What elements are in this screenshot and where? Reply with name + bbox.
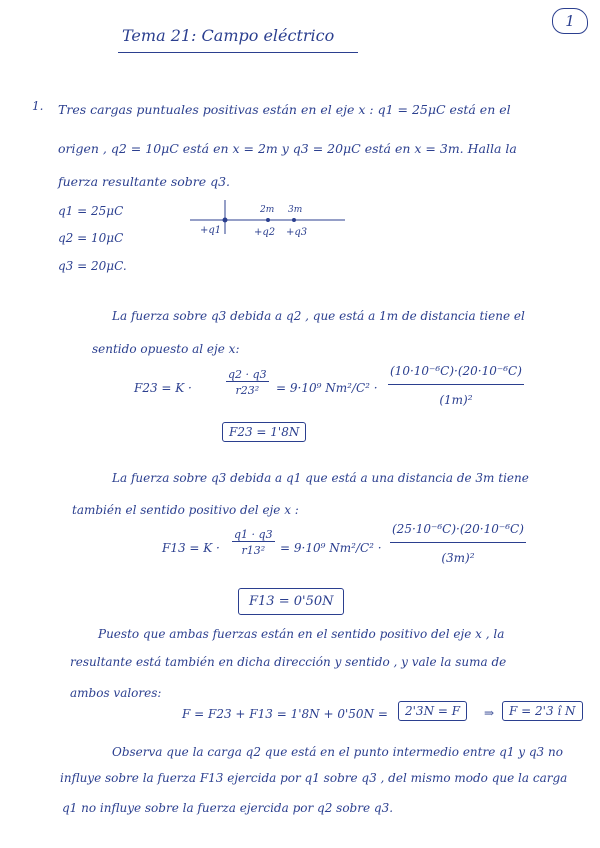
f23-constant: = 9·10⁹ Nm²/C² · bbox=[276, 381, 378, 395]
charge-q3-dot bbox=[292, 218, 296, 222]
f13-frac2-numerator: (25·10⁻⁶C)·(20·10⁻⁶C) bbox=[390, 522, 526, 543]
implies-arrow: ⇒ bbox=[484, 706, 495, 720]
conclusion-line-3: ambos valores: bbox=[70, 686, 162, 700]
charge-q2-dot bbox=[266, 218, 270, 222]
conclusion-line-2: resultante está también en dicha dirección y sentido , y vale la suma de bbox=[70, 655, 507, 669]
resultant-box-scalar: 2'3N = F bbox=[398, 701, 467, 721]
f13-fraction-charges bbox=[232, 528, 275, 557]
f23-result: F23 = 1'8N bbox=[222, 422, 306, 442]
statement-line-3: fuerza resultante sobre q3. bbox=[58, 174, 231, 189]
f13-lhs: F13 = K · bbox=[162, 541, 220, 555]
f13-result: F13 = 0'50N bbox=[238, 588, 344, 615]
resultant-equation: F = F23 + F13 = 1'8N + 0'50N = bbox=[182, 707, 388, 721]
f23-lhs: F23 = K · bbox=[134, 381, 192, 395]
f13-fraction-values bbox=[390, 522, 526, 565]
f23-fraction-charges bbox=[226, 368, 269, 397]
given-q1: q1 = 25μC bbox=[58, 204, 124, 218]
observation-line-3: q1 no influye sobre la fuerza ejercida por q2 sobre q3. bbox=[62, 801, 394, 815]
part2-intro-line-2: también el sentido positivo del eje x : bbox=[72, 503, 299, 517]
f13-frac2-denominator: (3m)² bbox=[441, 551, 475, 565]
given-q3: q3 = 20μC. bbox=[58, 259, 127, 273]
statement-line-1: Tres cargas puntuales positivas están en el eje x : q1 = 25μC está en el bbox=[58, 102, 511, 117]
conclusion-line-1: Puesto que ambas fuerzas están en el sentido positivo del eje x , la bbox=[98, 627, 505, 641]
diagram-label-q3: +q3 bbox=[286, 227, 308, 238]
f13-frac1-denominator: r13² bbox=[241, 544, 266, 557]
f23-frac1-denominator: r23² bbox=[235, 384, 260, 397]
f13-frac1-numerator: q1 · q3 bbox=[234, 528, 273, 541]
observation-line-1: Observa que la carga q2 que está en el punto intermedio entre q1 y q3 no bbox=[112, 745, 563, 759]
f23-frac2-denominator: (1m)² bbox=[439, 393, 473, 407]
charge-q1-dot bbox=[223, 218, 228, 223]
page-number: 1 bbox=[552, 8, 588, 34]
diagram-label-3m: 3m bbox=[288, 205, 303, 215]
resultant-box-vector: F = 2'3 î N bbox=[502, 701, 583, 721]
f23-frac1-numerator: q2 · q3 bbox=[228, 368, 267, 381]
diagram-label-q2: +q2 bbox=[254, 227, 276, 238]
part1-intro-line-1: La fuerza sobre q3 debida a q2 , que está a 1m de distancia tiene el bbox=[112, 309, 525, 323]
f23-fraction-values bbox=[388, 364, 524, 407]
statement-line-2: origen , q2 = 10μC está en x = 2m y q3 = 20μC está en x = 3m. Halla la bbox=[58, 141, 517, 156]
diagram-label-q1: +q1 bbox=[200, 225, 222, 236]
given-q2: q2 = 10μC bbox=[58, 231, 124, 245]
page-title: Tema 21: Campo eléctrico bbox=[122, 26, 335, 45]
problem-number: 1. bbox=[32, 99, 44, 113]
diagram-label-2m: 2m bbox=[260, 205, 275, 215]
observation-line-2: influye sobre la fuerza F13 ejercida por q1 sobre q3 , del mismo modo que la carga bbox=[60, 771, 568, 785]
f23-frac2-numerator: (10·10⁻⁶C)·(20·10⁻⁶C) bbox=[388, 364, 524, 385]
part2-intro-line-1: La fuerza sobre q3 debida a q1 que está a una distancia de 3m tiene bbox=[112, 471, 529, 485]
part1-intro-line-2: sentido opuesto al eje x: bbox=[92, 342, 240, 356]
title-underline bbox=[118, 52, 358, 53]
f13-constant: = 9·10⁹ Nm²/C² · bbox=[280, 541, 382, 555]
